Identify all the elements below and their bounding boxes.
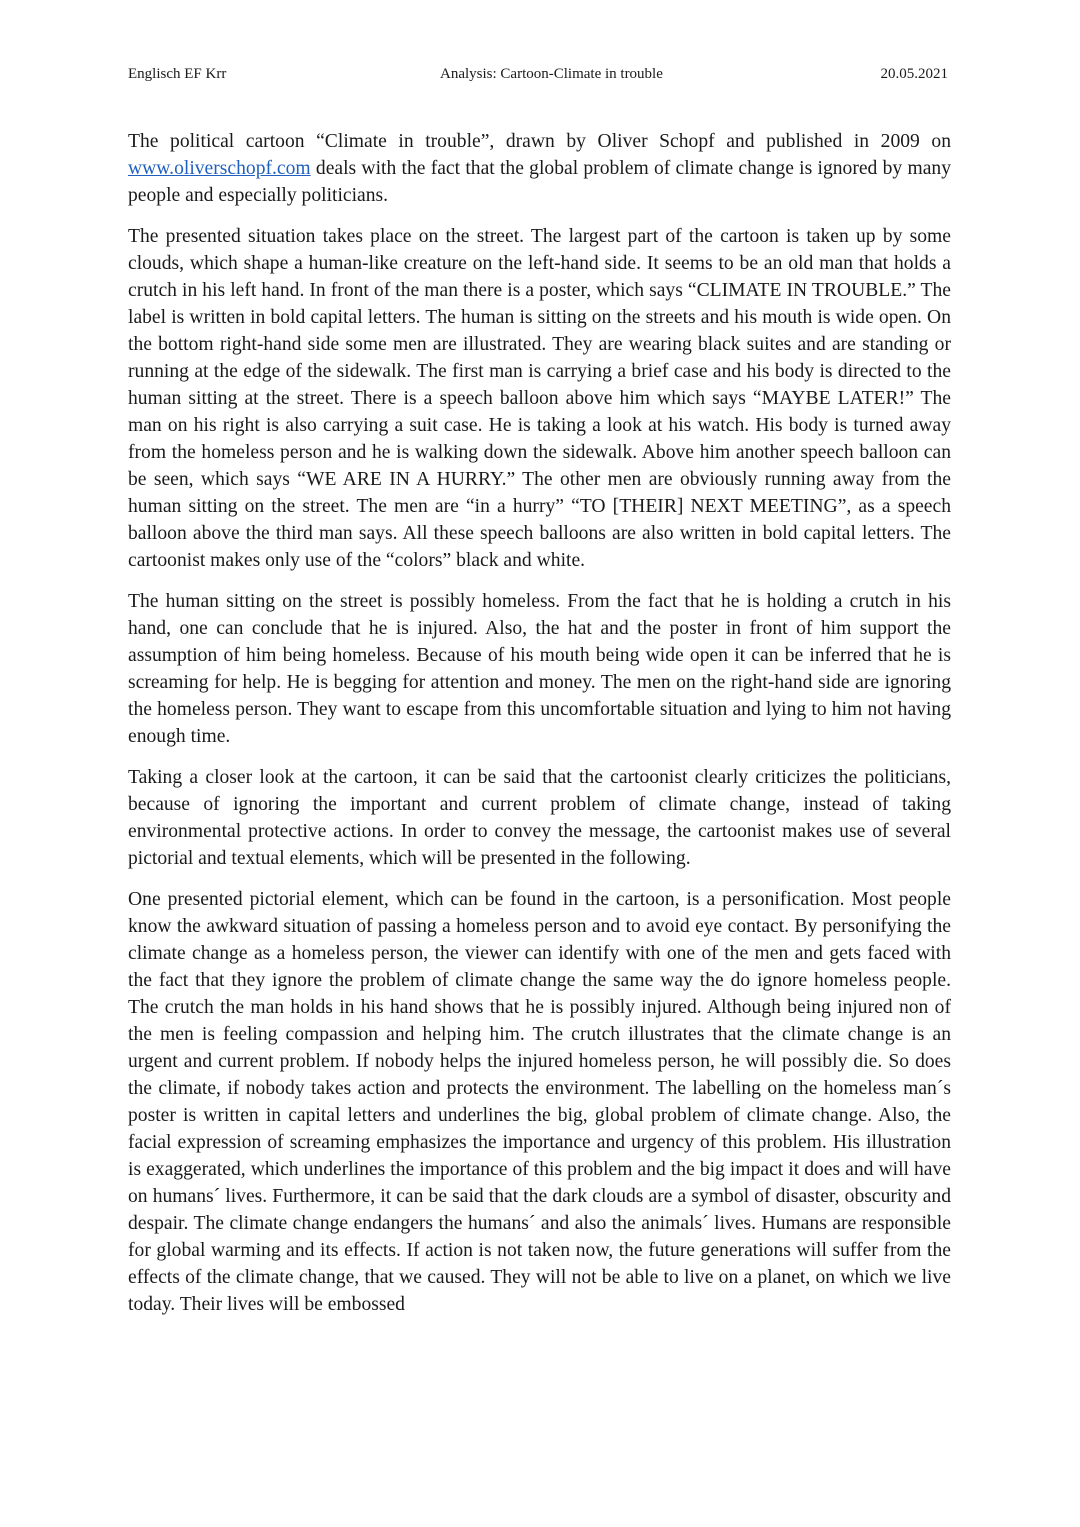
intro-text-after-link: deals with the fact that the global problem of climate change is ignored by many people and especially politicians. xyxy=(128,158,951,206)
header-course: Englisch EF Krr xyxy=(128,66,227,82)
header-title: Analysis: Cartoon-Climate in trouble xyxy=(440,66,663,82)
header-date: 20.05.2021 xyxy=(880,66,948,82)
document-body xyxy=(128,128,951,1332)
paragraph-analysis: One presented pictorial element, which can be found in the cartoon, is a personification. Most people know the awkward situation of passing a homeless person and to avoid eye contact. By personifying the climate change as a homeless person, the viewer can identify with one of the men and gets faced with the fact that they ignore the problem of climate change the same way the do ignore homeless people. The crutch the man holds in his hand shows that he is possibly injured. Although being injured non of the men is feeling compassion and helping him. The crutch illustrates that the climate change is an urgent and current problem. If nobody helps the injured homeless person, he will possibly die. So does the climate, if nobody takes action and protects the environment. The labelling on the homeless man´s poster is written in capital letters and underlines the big, global problem of climate change. Also, the facial expression of screaming emphasizes the importance and urgency of this problem. His illustration is exaggerated, which underlines the importance of this problem and the big impact it does and will have on humans´ lives. Furthermore, it can be said that the dark clouds are a symbol of disaster, obscurity and despair. The climate change endangers the humans´ and also the animals´ lives. Humans are responsible for global warming and its effects. If action is not taken now, the future generations will suffer from the effects of the climate change, that we caused. They will not be able to live on a planet, on which we live today. Their lives will be embossed xyxy=(128,889,951,1315)
intro-text-before-link: The political cartoon “Climate in trouble”, drawn by Oliver Schopf and published in 2009 on xyxy=(128,131,951,152)
paragraph-thesis: Taking a closer look at the cartoon, it can be said that the cartoonist clearly criticizes the politicians, because of ignoring the important and current problem of climate change, instead of taking environmental protective actions. In order to convey the message, the cartoonist makes use of several pictorial and textual elements, which will be presented in the following. xyxy=(128,767,951,869)
paragraph-interpretation: The human sitting on the street is possibly homeless. From the fact that he is holding a crutch in his hand, one can conclude that he is injured. Also, the hat and the poster in front of him support the assumption of him being homeless. Because of his mouth being wide open it can be inferred that he is screaming for help. He is begging for attention and money. The men on the right-hand side are ignoring the homeless person. They want to escape from this uncomfortable situation and lying to him not having enough time. xyxy=(128,591,951,747)
website-link[interactable]: www.oliverschopf.com xyxy=(128,158,311,179)
page-header xyxy=(128,64,948,86)
paragraph-intro xyxy=(128,128,951,209)
paragraph-description: The presented situation takes place on the street. The largest part of the cartoon is taken up by some clouds, which shape a human-like creature on the left-hand side. It seems to be an old man that holds a crutch in his left hand. In front of the man there is a poster, which says “CLIMATE IN TROUBLE.” The label is written in bold capital letters. The human is sitting on the streets and his mouth is wide open. On the bottom right-hand side some men are illustrated. They are wearing black suites and are standing or running at the edge of the sidewalk. The first man is carrying a brief case and his body is directed to the human sitting at the street. There is a speech balloon above him which says “MAYBE LATER!” The man on his right is also carrying a suit case. He is taking a look at his watch. His body is turned away from the homeless person and he is walking down the sidewalk. Above him another speech balloon can be seen, which says “WE ARE IN A HURRY.” The other men are obviously running away from the human sitting on the street. The men are “in a hurry” “TO [THEIR] NEXT MEETING”, as a speech balloon above the third man says. All these speech balloons are also written in bold capital letters. The cartoonist makes only use of the “colors” black and white. xyxy=(128,226,951,571)
